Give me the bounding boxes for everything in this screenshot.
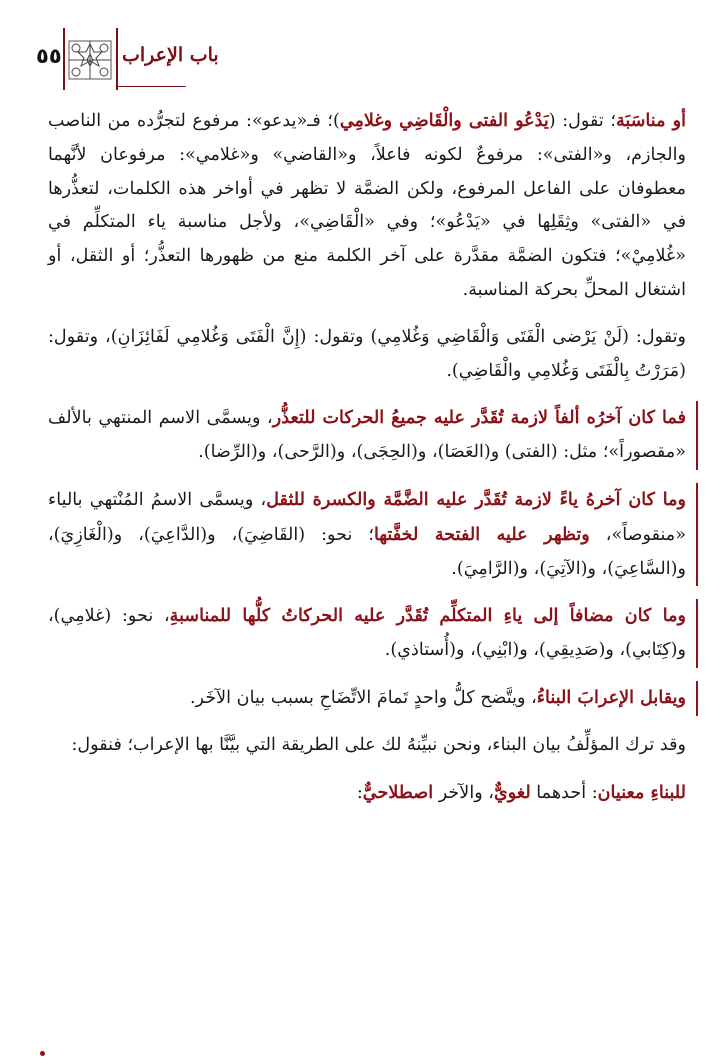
footer-dot	[40, 1051, 45, 1056]
body-text: ، ويسمَّى الاسم المنتهي بالألف «مقصوراً»؛ مثل: (الفتى) و(العَصَا)، و(الحِجَى)، و(الرَّحى)، و(الرِّضا).	[48, 408, 686, 463]
highlighted-text: لغويٌّ	[493, 781, 531, 803]
page-number: ٥٥	[36, 44, 62, 68]
header-divider-right	[116, 28, 118, 90]
highlighted-text: ويقابل الإعرابَ البناءُ	[536, 686, 686, 708]
body-text: ، نحو: (غلامِي)، و(كِتَابي)، و(صَدِيقِي)، و(ابْنِي)، و(أُستاذي).	[48, 606, 686, 661]
paragraph-p3	[48, 401, 698, 470]
highlighted-text: وما كان مضافاً إلى ياءِ المتكلِّم تُقَدَّر عليه الحركاتُ كلُّها للمناسبةِ	[169, 605, 686, 627]
body-text: : أحدهما	[530, 782, 598, 803]
page-body	[48, 104, 686, 823]
paragraph-p8	[48, 776, 686, 811]
body-text: ، والآخر	[433, 782, 494, 803]
page-header	[0, 0, 720, 92]
paragraph-p1	[48, 104, 686, 308]
highlighted-text: يَدْعُو الفتى والْقَاضِي وغلامِي	[339, 110, 549, 131]
paragraph-p4	[48, 483, 698, 586]
chapter-title: باب الإعراب	[122, 44, 219, 66]
paragraph-p6	[48, 681, 698, 716]
paragraph-p5	[48, 599, 698, 668]
highlighted-text: أو مناسَبَة	[615, 110, 686, 131]
paragraph-p7	[48, 729, 686, 763]
header-divider-left	[63, 28, 65, 90]
highlighted-text: اصطلاحيٌّ	[362, 781, 434, 803]
body-text: وقد ترك المؤلِّفُ بيان البناء، ونحن نبيِّنهُ لك على الطريقة التي بيَّنَّا بها الإعراب؛ فنقول:	[71, 734, 686, 755]
paragraph-p2	[48, 321, 686, 389]
body-text: :	[356, 782, 363, 803]
highlighted-text: للبناءِ معنيان	[597, 781, 686, 803]
geometric-star-ornament-icon	[68, 40, 112, 80]
body-text: وتقول: (لَنْ يَرْضى الْفَتَى وَالْقَاضِي وَغُلامِي) وتقول: (إِنَّ الْفَتَى وَغُلامِي لَفَائِزَانِ)، وتقول: (مَرَرْتُ بِالْفَتَى وَغُلامِي والْقَاضِي).	[48, 326, 686, 381]
highlighted-text: وما كان آخرهُ ياءً لازمة تُقَدَّر عليه الضَّمَّة والكسرة للثقل	[266, 488, 687, 510]
body-text: ؛ نحو: (القَاضِيَ)، و(الدَّاعِيَ)، و(الْغَازِيَ)، و(السَّاعِيَ)، و(الآتِيَ)، و(الرَّامِيَ).	[48, 524, 686, 579]
body-text: )؛ فـ«يدعو»: مرفوع لتجرُّده من الناصب والجازم، و«الفتى»: مرفوعٌ لكونه فاعلاً، و«القاضي» و«غلامي»: مرفوعان لأنَّهما معطوفان على الفاعل المرفوع، ولكن الضمَّة لا تظهر في أواخر هذه الكلمات، لتعذُّرها في «الفتى» وثِقَلِها في «يَدْعُو»؛ وفي «الْقَاضِي»، ولأجل مناسبة ياء المتكلِّم في «غُلامِيْ»؛ فتكون الضمَّة مقدَّرة على آخر الكلمة منع من ظهورها التعذُّر؛ أو الثقل، أو اشتغال المحلِّ بحركة المناسبة.	[48, 111, 686, 300]
header-underline	[116, 86, 186, 87]
body-text: ؛ تقول: (	[548, 111, 616, 131]
highlighted-text: فما كان آخرُه ألفاً لازمة تُقَدَّر عليه جميعُ الحركات للتعذُّر	[272, 407, 686, 429]
body-text: ، ويتَّضح كلُّ واحدٍ تَمامَ الاتِّضَاحِ بسبب بيان الآخَر.	[189, 687, 537, 708]
body-text: ، ويسمَّى الاسمُ المُنْتهي بالياء «منقوصاً»،	[48, 489, 686, 545]
highlighted-text: وتظهر عليه الفتحة لخفَّتها	[373, 523, 590, 545]
